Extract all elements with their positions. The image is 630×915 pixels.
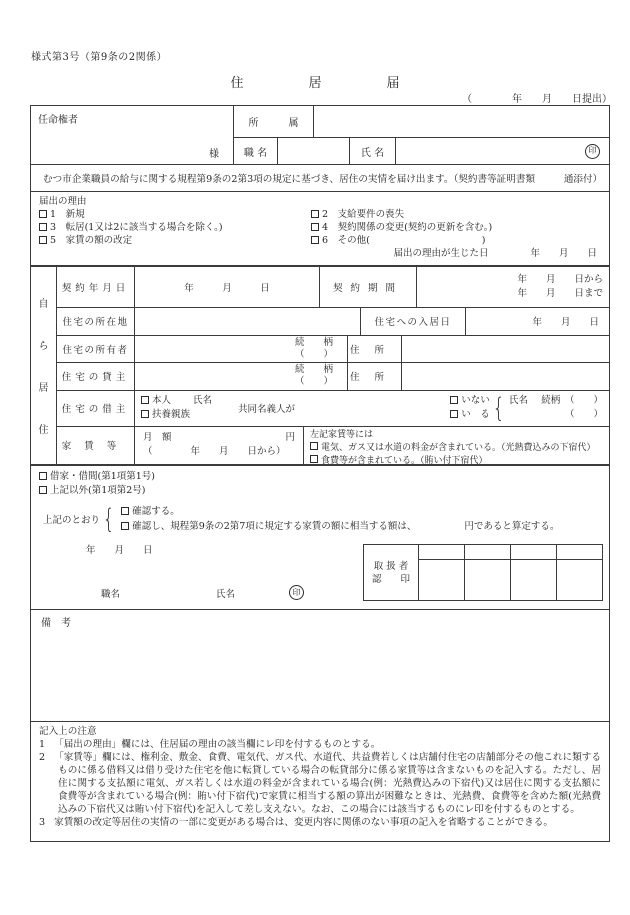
row-lessor — [57, 363, 609, 390]
checkbox-reason-1[interactable] — [39, 210, 47, 218]
reason-item-5: 5 家賃の額の改定 — [39, 234, 311, 247]
remarks-section[interactable] — [31, 609, 609, 721]
occurred-date-input[interactable]: 年 月 日 — [530, 248, 597, 259]
checkbox-joint-exists[interactable] — [450, 410, 458, 418]
name-label: 氏 名 — [350, 138, 396, 164]
appointer-label: 任命権者 — [38, 115, 78, 126]
page-title: 住 居 届 — [230, 76, 400, 91]
owner-relation[interactable]: 続 柄 （ ） — [294, 336, 333, 360]
reason-section — [31, 191, 609, 265]
signature-date-input[interactable]: 年 月 日 — [86, 545, 153, 556]
appointer-cell — [31, 106, 234, 164]
signature-seal-icon: 印 — [289, 585, 304, 600]
handler-col-3 — [511, 545, 557, 600]
location-label: 住宅の所在地 — [57, 308, 135, 334]
checkbox-reason-6[interactable] — [311, 236, 319, 244]
rent-amount-input[interactable]: 月 額 円 （ 年 月 日から） — [135, 427, 304, 464]
notes-title: 記入上の注意 — [39, 726, 97, 737]
note-item-2: 2 「家賃等」欄には、権利金、敷金、食費、電気代、ガス代、水道代、共益費若しくは店舗付住宅の店舗部分その他これに類するものに係る借料又は借り受けた住宅を他に転貸している場合の転貸部分に係る家賃等は含まないものを記入する。ただし、居住に関する支払額に電気、ガス若しくは水道の料金が含まれている場合(例：光熱費込みの下宿代)又は居住に関する支払額に食費等が含まれている場合(例：賄い付下宿代)で家賃に相当する額の算出が困難なときは、光熱費、食費等を含めた額(光熱費込みの下宿代又は賄い付下宿代)を記入して差し支えない。なお、この場合には該当するものにレ印を付するものとする。 — [39, 752, 601, 815]
handler-stamp-cell-3[interactable] — [511, 560, 556, 600]
checkbox-reason-3[interactable] — [39, 223, 47, 231]
checkbox-rent-meals[interactable] — [310, 455, 318, 463]
declaration-sentence: むつ市企業職員の給与に関する規程第9条の2第3項の規定に基づき、居住の実情を届け出ます。（契約書等証明書類 通添付） — [31, 164, 609, 191]
checkbox-confirm[interactable] — [121, 507, 129, 515]
row-rent — [57, 427, 609, 464]
row-contract-date — [57, 267, 609, 308]
checkbox-confirm-calculate[interactable] — [121, 522, 129, 530]
owner-label: 住宅の所有者 — [57, 336, 135, 362]
reason-item-2: 2 支給要件の喪失 — [311, 208, 404, 221]
handler-stamp-cell-4[interactable] — [557, 560, 602, 600]
as-above-block: 上記のとおり { 確認する。 確認し、規程第9条の2第7項に規定する家賃の額に相当する額は、 円であると算定する。 — [43, 503, 560, 535]
lessor-label: 住宅の貸主 — [57, 363, 135, 389]
handler-col-2 — [465, 545, 511, 600]
notes-section — [31, 721, 609, 841]
as-above-label: 上記のとおり — [43, 515, 101, 526]
contract-period-label: 契約期間 — [320, 267, 417, 307]
contract-date-input[interactable]: 年 月 日 — [135, 267, 320, 307]
checkbox-reason-5[interactable] — [39, 236, 47, 244]
joint-holder-label: 共同名義人が — [238, 404, 296, 416]
certify-section — [31, 464, 609, 609]
row-location — [57, 308, 609, 335]
form-number: 様式第3号（第9条の2関係） — [31, 52, 168, 63]
reason-title: 届出の理由 — [39, 196, 87, 207]
reason-item-3: 3 転居(1又は2に該当する場合を除く。) — [39, 221, 311, 234]
checkbox-rent-utilities[interactable] — [310, 442, 318, 450]
borrower-label: 住宅の借主 — [57, 391, 135, 426]
owner-name-input[interactable] — [135, 336, 348, 362]
reason-item-6: 6 その他( ) — [311, 234, 486, 247]
joint-brace: { — [492, 392, 505, 424]
handler-header-cell-4[interactable] — [557, 545, 602, 560]
reason-item-1: 1 新規 — [39, 208, 311, 221]
rent-notes-cell: 左記家賃等には 電気、ガス又は水道の料金が含まれている。（光熱費込みの下宿代） 食費等が含まれている。（賄い付下宿代） — [310, 429, 596, 466]
row-owner — [57, 336, 609, 363]
sama-label: 様 — [209, 149, 219, 160]
handler-header-cell-2[interactable] — [465, 545, 510, 560]
handler-col-4 — [557, 545, 602, 600]
reason-item-4: 4 契約関係の変更(契約の更新を含む。) — [311, 221, 492, 234]
checkbox-reason-4[interactable] — [311, 223, 319, 231]
seal-icon: 印 — [585, 144, 600, 159]
name-input[interactable] — [396, 138, 609, 164]
affiliation-input[interactable] — [314, 106, 609, 137]
job-title-input[interactable] — [278, 138, 350, 164]
handler-col-1 — [419, 545, 465, 600]
movein-date-input[interactable]: 年 月 日 — [532, 317, 599, 329]
checkbox-reason-2[interactable] — [311, 210, 319, 218]
lessor-relation[interactable]: 続 柄 （ ） — [294, 364, 333, 388]
note-item-3: 3 家賃額の改定等居住の実情の一部に変更がある場合は、変更内容に関係のない事項の記入を省略することができる。 — [39, 817, 553, 828]
lessor-name-input[interactable] — [135, 363, 348, 389]
movein-label: 住宅への入居日 — [361, 308, 466, 334]
location-input[interactable] — [135, 308, 361, 334]
checkbox-borrower-dependent[interactable] — [141, 410, 149, 418]
joint-holder-input[interactable]: 氏名 続柄 （ ） （ ） — [509, 395, 603, 421]
confirm-brace: { — [102, 503, 115, 535]
certify-rental-item: 借家・借間(第1項第1号) — [39, 470, 609, 484]
borrower-cell: 本人 氏名 扶養親族 共同名義人が いない い る { 氏名 続柄 （ ） （ ） — [135, 391, 609, 426]
signature-job-label: 職名 — [101, 588, 121, 600]
handler-header-cell-1[interactable] — [419, 545, 464, 560]
lessor-address-label: 住所 — [348, 363, 402, 389]
signature-name-label: 氏名 — [216, 588, 236, 600]
remarks-label: 備 考 — [41, 618, 71, 629]
row-borrower — [57, 391, 609, 427]
owner-address-label: 住所 — [348, 336, 402, 362]
form-body — [30, 105, 610, 842]
owner-address-input[interactable] — [402, 336, 609, 362]
handler-seal-table — [363, 544, 603, 601]
side-label-jikara-kyoju: 自 ら 居 住 — [31, 267, 57, 464]
certify-other-item: 上記以外(第1項第2号) — [39, 484, 609, 498]
checkbox-rental-house[interactable] — [39, 472, 47, 480]
lessor-address-input[interactable] — [402, 363, 609, 389]
handler-stamp-cell-1[interactable] — [419, 560, 464, 600]
note-item-1: 1 「届出の理由」欄には、住居届の理由の該当欄にレ印を付するものとする。 — [39, 739, 381, 750]
occurred-date-label: 届出の理由が生じた日 — [393, 248, 489, 259]
contract-date-label: 契約年月日 — [57, 267, 135, 307]
affiliation-label: 所 属 — [234, 106, 314, 137]
handler-seal-label: 取 扱 者 認 印 — [364, 545, 419, 600]
handler-stamp-cell-2[interactable] — [465, 560, 510, 600]
header-section — [31, 106, 609, 164]
contract-period-input[interactable]: 年 月 日から 年 月 日まで — [517, 274, 603, 300]
checkbox-borrower-self[interactable] — [141, 396, 149, 404]
checkbox-other-than-above[interactable] — [39, 486, 47, 494]
handler-header-cell-3[interactable] — [511, 545, 556, 560]
residence-table — [31, 265, 609, 464]
submit-date-line: （ 年 月 日提出） — [462, 94, 612, 105]
job-title-label: 職 名 — [234, 138, 278, 164]
checkbox-joint-none[interactable] — [450, 396, 458, 404]
rent-label: 家賃等 — [57, 427, 135, 464]
